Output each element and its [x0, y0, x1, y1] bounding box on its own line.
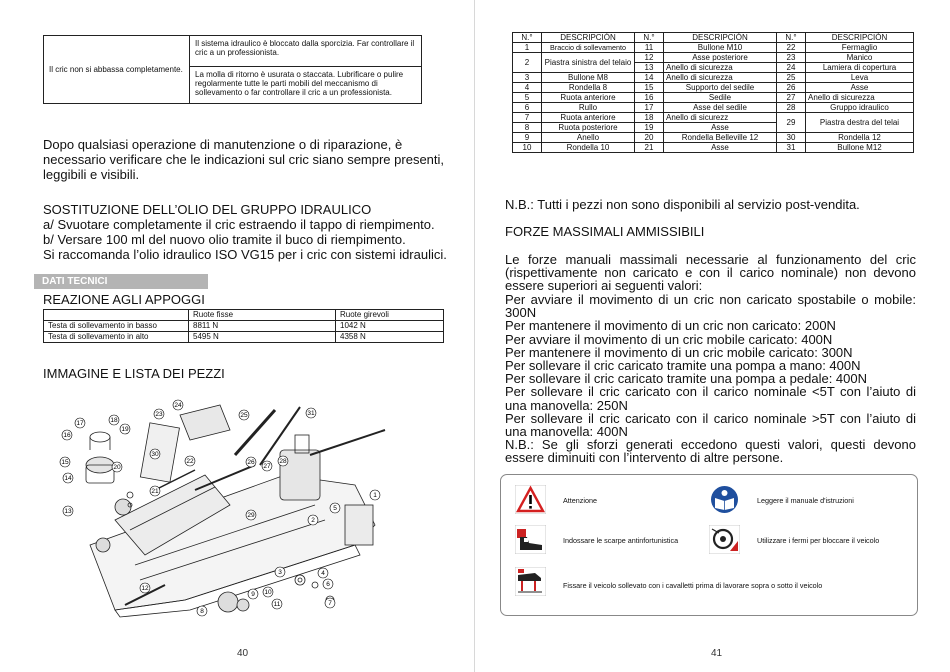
svg-text:23: 23 [155, 411, 163, 418]
text-line: necessario verificare che le indicazioni sul cric siano sempre presenti, [43, 152, 445, 167]
text-line: Le forze manuali massimali necessarie al funzionamento del cric [505, 252, 916, 267]
part-description: Anello [542, 133, 635, 143]
callout-13 [63, 506, 73, 516]
svg-text:19: 19 [121, 426, 129, 433]
section-heading: SOSTITUZIONE DELL’OLIO DEL GRUPPO IDRAULICO [43, 202, 372, 217]
text-line: leggibili e visibili. [43, 167, 140, 182]
callout-24 [173, 400, 183, 410]
jack-stands-icon [515, 567, 546, 596]
part-description: Rondella Belleville 12 [664, 133, 777, 143]
table-header: Ruote girevoli [336, 310, 444, 321]
table-row [513, 43, 914, 53]
part-description: Rondella 12 [806, 133, 914, 143]
svg-text:20: 20 [113, 464, 121, 471]
part-description: Anello di sicurezza [806, 93, 914, 103]
part-number: 5 [513, 93, 542, 103]
svg-text:16: 16 [63, 432, 71, 439]
text-line: Per sollevare il cric caricato con il carico nominale <5T con l’aiuto di [505, 384, 916, 400]
svg-text:14: 14 [64, 475, 72, 482]
part-number: 1 [513, 43, 542, 53]
part-number: 18 [635, 113, 664, 123]
svg-text:2: 2 [311, 517, 315, 524]
part-description: Asse posteriore [664, 53, 777, 63]
problem-cell: Il cric non si abbassa completamente. [44, 36, 190, 104]
part-description: Bullone M12 [806, 143, 914, 153]
part-number: 10 [513, 143, 542, 153]
part-number: 30 [777, 133, 806, 143]
svg-text:21: 21 [151, 488, 159, 495]
text-line: Per avviare il movimento di un cric mobile caricato: 400N [505, 331, 833, 347]
exploded-parts-diagram [55, 395, 400, 623]
callout-7 [325, 598, 335, 608]
svg-text:5: 5 [333, 505, 337, 512]
table-row [513, 93, 914, 103]
part-number: 26 [777, 83, 806, 93]
part-description: Piastra sinistra del telaio [542, 53, 635, 73]
svg-text:12: 12 [141, 585, 149, 592]
text-line: essere superiori ai seguenti valori: [505, 278, 703, 294]
svg-text:9: 9 [251, 591, 255, 598]
svg-text:1: 1 [373, 492, 377, 499]
text-line: 300N [505, 305, 537, 321]
svg-text:18: 18 [110, 417, 118, 424]
text-line: a/ Svuotare completamente il cric estraendo il tappo di riempimento. [43, 217, 435, 232]
part-number: 19 [635, 123, 664, 133]
forces-list [505, 293, 916, 465]
table-header: DESCRIPCIÓN [542, 33, 635, 43]
svg-text:25: 25 [240, 412, 248, 419]
part-number: 16 [635, 93, 664, 103]
callout-4 [318, 568, 328, 578]
part-description: Anello di sicurezza [664, 73, 777, 83]
solution-cell: La molla di ritorno è usurata o staccata. Lubrificare o pulire regolarmente tutte le parti mobili del meccanismo di sollevamento o far controllare il cric a un professionista. [190, 67, 422, 104]
callout-15 [60, 457, 70, 467]
svg-text:6: 6 [326, 581, 330, 588]
text-line: Per mantenere il movimento di un cric mobile caricato: 300N [505, 344, 853, 360]
callout-20 [112, 462, 122, 472]
callout-19 [120, 424, 130, 434]
table-header: N.° [513, 33, 542, 43]
part-number: 9 [513, 133, 542, 143]
part-number: 22 [777, 43, 806, 53]
table-header: DESCRIPCIÓN [806, 33, 914, 43]
part-description: Manico [806, 53, 914, 63]
part-description: Rondella 10 [542, 143, 635, 153]
forces-heading: FORZE MASSIMALI AMMISSIBILI [505, 224, 705, 239]
callout-21 [150, 486, 160, 496]
svg-text:29: 29 [247, 512, 255, 519]
callout-27 [262, 461, 272, 471]
part-number: 13 [635, 63, 664, 73]
part-description: Piastra destra del telai [806, 113, 914, 133]
part-description: Asse [664, 143, 777, 153]
part-number: 15 [635, 83, 664, 93]
manual-label: Leggere il manuale d'istruzioni [757, 496, 854, 505]
table-row [44, 332, 444, 343]
part-number: 27 [777, 93, 806, 103]
reaction-table [43, 309, 444, 343]
callout-17 [75, 418, 85, 428]
part-description: Anello di sicurezz [664, 113, 777, 123]
chocks-label: Utilizzare i fermi per bloccare il veicolo [757, 536, 880, 545]
svg-text:10: 10 [264, 589, 272, 596]
part-number: 6 [513, 103, 542, 113]
part-number: 21 [635, 143, 664, 153]
table-cell: 4358 N [336, 332, 444, 343]
wheel-chocks-icon [709, 525, 740, 554]
callout-12 [140, 583, 150, 593]
svg-text:22: 22 [186, 458, 194, 465]
table-header: N.° [635, 33, 664, 43]
callout-3 [275, 567, 285, 577]
part-number: 28 [777, 103, 806, 113]
svg-text:26: 26 [247, 459, 255, 466]
part-number: 11 [635, 43, 664, 53]
table-cell: 8811 N [189, 321, 336, 332]
part-description: Asse [664, 123, 777, 133]
callout-25 [239, 410, 249, 420]
callout-26 [246, 457, 256, 467]
text-line: una manovella: 400N [505, 424, 628, 440]
callout-5 [330, 503, 340, 513]
table-header: DESCRIPCIÓN [664, 33, 777, 43]
svg-text:7: 7 [328, 600, 332, 607]
attention-label: Attenzione [563, 496, 597, 505]
oil-section [43, 202, 473, 262]
part-description: Asse [806, 83, 914, 93]
part-number: 23 [777, 53, 806, 63]
parts-heading: IMMAGINE E LISTA DEI PEZZI [43, 366, 225, 381]
dati-tecnici-banner: DATI TECNICI [34, 274, 208, 289]
shoes-label: Indossare le scarpe antinfortunistica [563, 536, 679, 545]
svg-text:17: 17 [76, 420, 84, 427]
part-description: Lamiera di copertura [806, 63, 914, 73]
part-description: Bullone M10 [664, 43, 777, 53]
part-number: 7 [513, 113, 542, 123]
callout-18 [109, 415, 119, 425]
part-number: 14 [635, 73, 664, 83]
page-spine [474, 0, 475, 672]
part-number: 2 [513, 53, 542, 73]
callout-11 [272, 599, 282, 609]
troubleshooting-table [43, 35, 422, 104]
table-header: Ruote fisse [189, 310, 336, 321]
svg-text:8: 8 [200, 608, 204, 615]
part-description: Anello di sicurezza [664, 63, 777, 73]
table-row [44, 321, 444, 332]
reaction-heading: REAZIONE AGLI APPOGGI [43, 292, 205, 307]
part-description: Leva [806, 73, 914, 83]
part-description: Gruppo idraulico [806, 103, 914, 113]
safety-shoes-icon [515, 525, 546, 554]
text-line: Per mantenere il movimento di un cric non caricato: 200N [505, 318, 836, 334]
callout-23 [154, 409, 164, 419]
text-line: una manovella: 250N [505, 397, 628, 413]
part-description: Bullone M8 [542, 73, 635, 83]
table-row [44, 36, 422, 67]
table-cell: Testa di sollevamento in basso [44, 321, 189, 332]
part-description: Ruota anteriore [542, 93, 635, 103]
table-header: N.° [777, 33, 806, 43]
callout-22 [185, 456, 195, 466]
maintenance-note [43, 137, 473, 182]
callout-9 [248, 589, 258, 599]
read-manual-icon [709, 485, 740, 514]
page-number-left: 40 [237, 648, 249, 659]
table-header-row [513, 33, 914, 43]
part-number: 24 [777, 63, 806, 73]
part-description: Ruota posteriore [542, 123, 635, 133]
part-description: Rondella 8 [542, 83, 635, 93]
solution-cell: Il sistema idraulico è bloccato dalla sporcizia. Far controllare il cric a un professionista. [190, 36, 422, 67]
part-number: 12 [635, 53, 664, 63]
svg-text:15: 15 [61, 459, 69, 466]
callout-16 [62, 430, 72, 440]
table-row [513, 143, 914, 153]
text-line: b/ Versare 100 ml del nuovo olio tramite il buco di riempimento. [43, 232, 406, 247]
table-row [513, 113, 914, 123]
part-number: 20 [635, 133, 664, 143]
part-description: Asse del sedile [664, 103, 777, 113]
part-number: 8 [513, 123, 542, 133]
callout-31 [306, 408, 316, 418]
part-description: Fermaglio [806, 43, 914, 53]
table-row [513, 133, 914, 143]
table-row [513, 83, 914, 93]
table-cell: 5495 N [189, 332, 336, 343]
callout-2 [308, 515, 318, 525]
callout-10 [263, 587, 273, 597]
text-line: N.B.: Se gli sforzi generati eccedono questi valori, questi devono [505, 437, 916, 453]
text-line: Si raccomanda l’olio idraulico ISO VG15 per i cric con sistemi idraulici. [43, 247, 447, 262]
warning-icon [515, 485, 546, 514]
forces-intro [505, 253, 916, 293]
callout-14 [63, 473, 73, 483]
svg-text:24: 24 [174, 402, 182, 409]
callout-8 [197, 606, 207, 616]
svg-text:11: 11 [273, 601, 281, 608]
text-line: Dopo qualsiasi operazione di manutenzione o di riparazione, è [43, 137, 403, 152]
part-number: 31 [777, 143, 806, 153]
safety-symbols-box [500, 474, 918, 616]
part-number: 3 [513, 73, 542, 83]
table-cell: Testa di sollevamento in alto [44, 332, 189, 343]
svg-text:28: 28 [279, 458, 287, 465]
callout-6 [323, 579, 333, 589]
part-description: Rullo [542, 103, 635, 113]
callout-28 [278, 456, 288, 466]
callout-29 [246, 510, 256, 520]
part-number: 25 [777, 73, 806, 83]
callout-1 [370, 490, 380, 500]
text-line: Per sollevare il cric caricato con il carico nominale >5T con l’aiuto di [505, 410, 916, 426]
table-row [513, 73, 914, 83]
svg-text:30: 30 [151, 451, 159, 458]
part-description: Ruota anteriore [542, 113, 635, 123]
stands-label: Fissare il veicolo sollevato con i cavalletti prima di lavorare sopra o sotto il veicolo [563, 581, 823, 590]
table-row [44, 310, 444, 321]
svg-text:31: 31 [307, 410, 315, 417]
text-line: Per sollevare il cric caricato tramite una pompa a mano: 400N [505, 358, 861, 374]
table-row [513, 53, 914, 63]
parts-list-table [512, 32, 914, 153]
part-description: Supporto del sedile [664, 83, 777, 93]
part-number: 17 [635, 103, 664, 113]
callout-30 [150, 449, 160, 459]
text-line: (rispettivamente non caricato e con il carico nominale) non devono [505, 265, 916, 281]
spare-parts-note: N.B.: Tutti i pezzi non sono disponibili al servizio post-vendita. [505, 197, 860, 212]
part-description: Sedile [664, 93, 777, 103]
text-line: Per sollevare il cric caricato tramite una pompa a pedale: 400N [505, 371, 868, 387]
svg-text:4: 4 [321, 570, 325, 577]
part-number: 29 [777, 113, 806, 133]
text-line: essere diminuiti con l’intervento di altre persone. [505, 450, 784, 466]
page-number-right: 41 [711, 648, 723, 659]
table-header [44, 310, 189, 321]
table-row [513, 103, 914, 113]
svg-text:27: 27 [263, 463, 271, 470]
svg-text:13: 13 [64, 508, 72, 515]
part-number: 4 [513, 83, 542, 93]
svg-text:3: 3 [278, 569, 282, 576]
part-description: Braccio di sollevamento [542, 43, 635, 53]
table-cell: 1042 N [336, 321, 444, 332]
text-line: Per avviare il movimento di un cric non caricato spostabile o mobile: [505, 292, 916, 307]
